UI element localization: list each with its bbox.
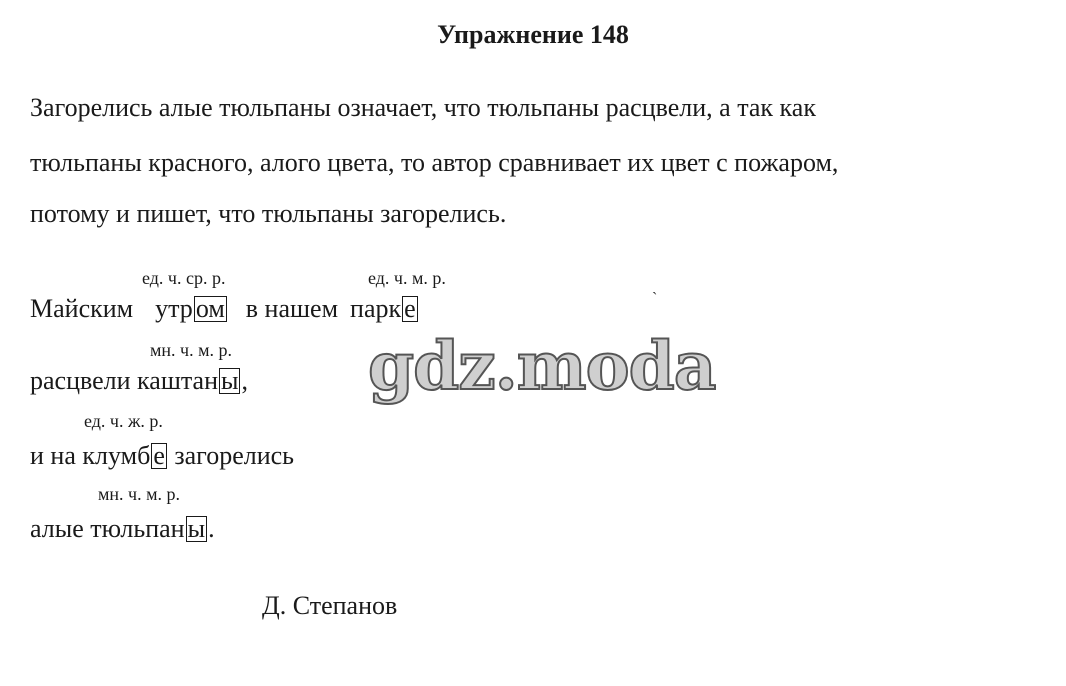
word-mayskim: Майским xyxy=(30,294,134,323)
paragraph-line-1: Загорелись алые тюльпаны означает, что тюльпаны расцвели, а так как xyxy=(30,93,816,122)
period: . xyxy=(208,514,215,543)
ending-box-y-tyulpany: ы xyxy=(187,514,206,543)
watermark-logo: gdz.moda xyxy=(368,327,716,405)
word-parke-stem: парк xyxy=(350,294,402,323)
grammar-note-parke: ед. ч. м. р. xyxy=(368,268,446,288)
poem-line-1 xyxy=(30,294,419,324)
ending-box-y-kashtany: ы xyxy=(220,366,239,395)
word-alye-tyulpan: алые тюльпан xyxy=(30,514,185,543)
grammar-note-kashtany: мн. ч. м. р. xyxy=(150,340,232,360)
grammar-note-tyulpany: мн. ч. м. р. xyxy=(98,484,180,504)
stray-mark: ` xyxy=(652,290,658,307)
word-utrom-stem: утр xyxy=(155,294,193,323)
poem-line-2 xyxy=(30,366,248,396)
word-i-na-klumb: и на клумб xyxy=(30,441,151,470)
poem-line-3 xyxy=(30,441,294,471)
word-v-nashem: в нашем xyxy=(245,294,339,323)
author-name: Д. Степанов xyxy=(262,591,398,620)
paragraph-line-3: потому и пишет, что тюльпаны загорелись. xyxy=(30,199,507,228)
ending-box-e-klumbe: е xyxy=(153,441,165,470)
poem-line-4 xyxy=(30,514,215,544)
ending-box-e-parke: е xyxy=(404,294,416,323)
ending-box-om: ом xyxy=(195,294,225,323)
grammar-note-klumbe: ед. ч. ж. р. xyxy=(84,411,163,431)
grammar-note-utrom: ед. ч. ср. р. xyxy=(142,268,226,288)
exercise-title: Упражнение 148 xyxy=(437,20,629,49)
word-rastsveli-kashtan: расцвели каштан xyxy=(30,366,218,395)
paragraph-line-2: тюльпаны красного, алого цвета, то автор сравнивает их цвет с пожаром, xyxy=(30,148,839,177)
word-zagorelis: загорелись xyxy=(167,441,295,470)
comma: , xyxy=(241,366,248,395)
